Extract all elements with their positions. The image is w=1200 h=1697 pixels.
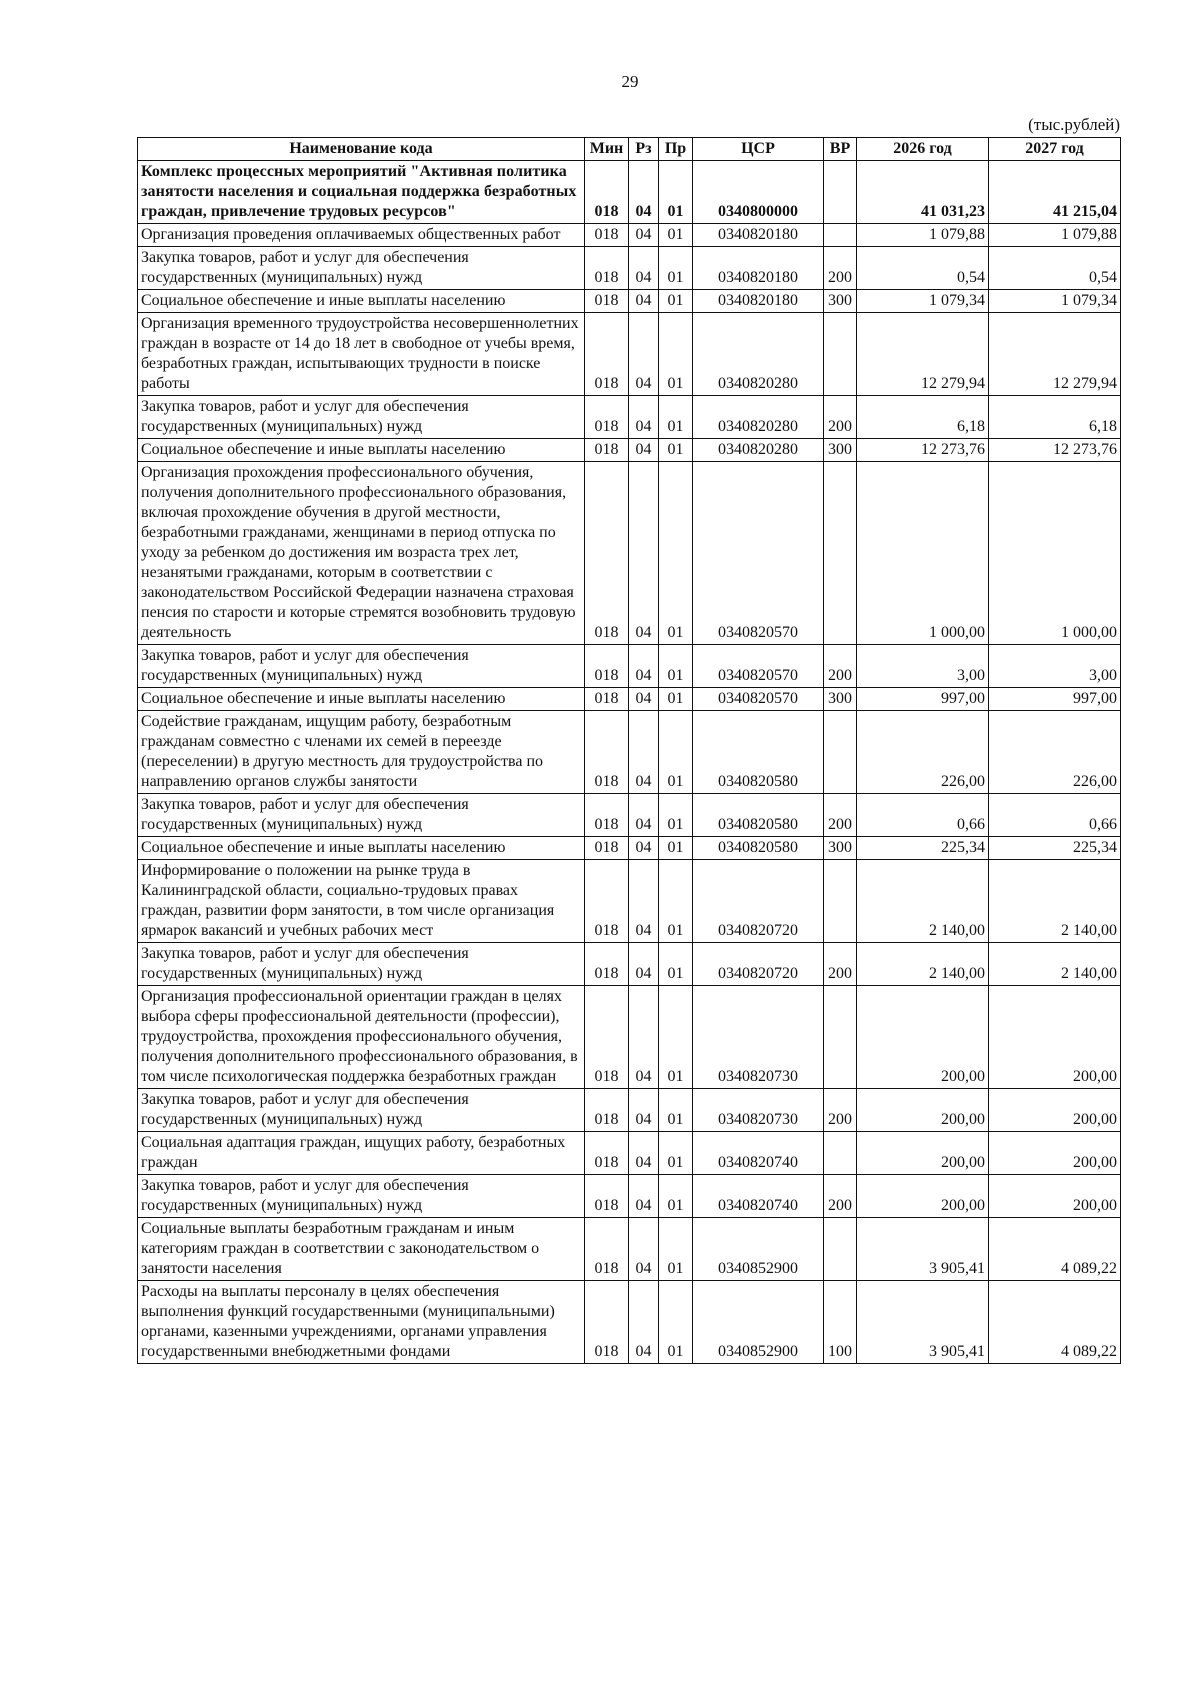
cell-name: Закупка товаров, работ и услуг для обеспечения государственных (муниципальных) нужд: [138, 1089, 585, 1132]
cell-min: 018: [585, 1089, 629, 1132]
cell-min: 018: [585, 837, 629, 860]
table-row: [138, 1175, 1121, 1218]
cell-pr: 01: [659, 943, 693, 986]
cell-2026: 41 031,23: [857, 161, 989, 224]
cell-name: Закупка товаров, работ и услуг для обеспечения государственных (муниципальных) нужд: [138, 1175, 585, 1218]
cell-vr: [824, 986, 857, 1089]
cell-pr: 01: [659, 688, 693, 711]
table-row: [138, 247, 1121, 290]
table-row: [138, 224, 1121, 247]
cell-name: Социальное обеспечение и иные выплаты населению: [138, 290, 585, 313]
cell-vr: 300: [824, 439, 857, 462]
header-2026: 2026 год: [857, 138, 989, 161]
cell-name: Расходы на выплаты персоналу в целях обеспечения выполнения функций государственными (муниципальными) органами, казенными учреждениями, органами управления государственными внебюджетными фондами: [138, 1281, 585, 1364]
header-rz: Рз: [629, 138, 659, 161]
cell-pr: 01: [659, 1132, 693, 1175]
cell-csr: 0340820580: [693, 794, 824, 837]
cell-pr: 01: [659, 313, 693, 396]
cell-rz: 04: [629, 1089, 659, 1132]
table-row: [138, 943, 1121, 986]
table-row: [138, 1281, 1121, 1364]
cell-rz: 04: [629, 688, 659, 711]
cell-2026: 6,18: [857, 396, 989, 439]
cell-vr: 300: [824, 290, 857, 313]
cell-2027: 6,18: [989, 396, 1121, 439]
cell-name: Организация прохождения профессионального обучения, получения дополнительного профессионального образования, включая прохождение обучения в другой местности, безработными гражданами, женщинами в период отпуска по уходу за ребенком до достижения им возраста трех лет, незанятыми гражданами, которым в соответствии с законодательством Российской Федерации назначена страховая пенсия по старости и которые стремятся возобновить трудовую деятельность: [138, 462, 585, 645]
cell-name: Социальные выплаты безработным гражданам и иным категориям граждан в соответствии с законодательством о занятости населения: [138, 1218, 585, 1281]
table-row: [138, 439, 1121, 462]
header-pr: Пр: [659, 138, 693, 161]
cell-min: 018: [585, 1175, 629, 1218]
cell-name: Закупка товаров, работ и услуг для обеспечения государственных (муниципальных) нужд: [138, 943, 585, 986]
cell-2026: 2 140,00: [857, 860, 989, 943]
cell-2027: 41 215,04: [989, 161, 1121, 224]
cell-csr: 0340820570: [693, 462, 824, 645]
budget-table: [137, 137, 1121, 1364]
cell-min: 018: [585, 943, 629, 986]
cell-min: 018: [585, 986, 629, 1089]
cell-2027: 1 079,34: [989, 290, 1121, 313]
cell-name: Комплекс процессных мероприятий "Активная политика занятости населения и социальная поддержка безработных граждан, привлечение трудовых ресурсов": [138, 161, 585, 224]
cell-csr: 0340820280: [693, 313, 824, 396]
cell-pr: 01: [659, 439, 693, 462]
cell-min: 018: [585, 794, 629, 837]
table-row: [138, 396, 1121, 439]
cell-vr: [824, 860, 857, 943]
table-row: [138, 794, 1121, 837]
cell-vr: [824, 313, 857, 396]
cell-vr: [824, 224, 857, 247]
cell-2027: 225,34: [989, 837, 1121, 860]
cell-pr: 01: [659, 224, 693, 247]
cell-2027: 200,00: [989, 1132, 1121, 1175]
cell-csr: 0340820720: [693, 860, 824, 943]
cell-2027: 997,00: [989, 688, 1121, 711]
cell-csr: 0340820570: [693, 645, 824, 688]
cell-min: 018: [585, 313, 629, 396]
cell-2027: 12 279,94: [989, 313, 1121, 396]
cell-rz: 04: [629, 439, 659, 462]
cell-rz: 04: [629, 161, 659, 224]
table-row: [138, 1218, 1121, 1281]
cell-2027: 1 000,00: [989, 462, 1121, 645]
page-number: 29: [621, 72, 639, 91]
cell-vr: [824, 1132, 857, 1175]
cell-min: 018: [585, 645, 629, 688]
cell-pr: 01: [659, 462, 693, 645]
cell-vr: 200: [824, 645, 857, 688]
table-row: [138, 462, 1121, 645]
cell-name: Социальное обеспечение и иные выплаты населению: [138, 688, 585, 711]
cell-rz: 04: [629, 711, 659, 794]
table-row: [138, 645, 1121, 688]
cell-name: Информирование о положении на рынке труда в Калининградской области, социально-трудовых правах граждан, развитии форм занятости, в том числе организация ярмарок вакансий и учебных рабочих мест: [138, 860, 585, 943]
header-name: Наименование кода: [138, 138, 585, 161]
cell-csr: 0340820180: [693, 290, 824, 313]
cell-vr: 200: [824, 247, 857, 290]
cell-2026: 12 273,76: [857, 439, 989, 462]
table-row: [138, 860, 1121, 943]
cell-vr: 200: [824, 1175, 857, 1218]
cell-csr: 0340820580: [693, 711, 824, 794]
cell-2026: 1 079,34: [857, 290, 989, 313]
cell-min: 018: [585, 290, 629, 313]
cell-pr: 01: [659, 986, 693, 1089]
cell-2026: 200,00: [857, 1089, 989, 1132]
cell-rz: 04: [629, 224, 659, 247]
cell-vr: 200: [824, 943, 857, 986]
cell-min: 018: [585, 161, 629, 224]
cell-min: 018: [585, 1281, 629, 1364]
cell-min: 018: [585, 462, 629, 645]
cell-rz: 04: [629, 462, 659, 645]
cell-2027: 226,00: [989, 711, 1121, 794]
cell-2026: 3 905,41: [857, 1218, 989, 1281]
cell-csr: 0340820730: [693, 1089, 824, 1132]
cell-2026: 200,00: [857, 1132, 989, 1175]
cell-name: Социальное обеспечение и иные выплаты населению: [138, 439, 585, 462]
table-row: [138, 986, 1121, 1089]
cell-csr: 0340820180: [693, 224, 824, 247]
cell-pr: 01: [659, 161, 693, 224]
cell-vr: 300: [824, 837, 857, 860]
cell-csr: 0340820570: [693, 688, 824, 711]
cell-name: Социальная адаптация граждан, ищущих работу, безработных граждан: [138, 1132, 585, 1175]
cell-min: 018: [585, 1132, 629, 1175]
cell-name: Закупка товаров, работ и услуг для обеспечения государственных (муниципальных) нужд: [138, 396, 585, 439]
cell-pr: 01: [659, 711, 693, 794]
cell-2026: 226,00: [857, 711, 989, 794]
cell-pr: 01: [659, 1281, 693, 1364]
cell-csr: 0340820280: [693, 439, 824, 462]
cell-2026: 200,00: [857, 986, 989, 1089]
cell-rz: 04: [629, 290, 659, 313]
cell-vr: 200: [824, 794, 857, 837]
cell-2026: 997,00: [857, 688, 989, 711]
cell-pr: 01: [659, 290, 693, 313]
cell-rz: 04: [629, 645, 659, 688]
cell-rz: 04: [629, 837, 659, 860]
cell-vr: [824, 711, 857, 794]
cell-2027: 200,00: [989, 986, 1121, 1089]
cell-min: 018: [585, 439, 629, 462]
cell-csr: 0340800000: [693, 161, 824, 224]
table-row: [138, 161, 1121, 224]
header-vr: ВР: [824, 138, 857, 161]
cell-2027: 2 140,00: [989, 943, 1121, 986]
header-min: Мин: [585, 138, 629, 161]
cell-csr: 0340820740: [693, 1175, 824, 1218]
cell-rz: 04: [629, 247, 659, 290]
cell-rz: 04: [629, 986, 659, 1089]
cell-name: Организация временного трудоустройства несовершеннолетних граждан в возрасте от 14 до 18 лет в свободное от учебы время, безработных граждан, испытывающих трудности в поиске работы: [138, 313, 585, 396]
cell-vr: 300: [824, 688, 857, 711]
cell-pr: 01: [659, 1089, 693, 1132]
cell-min: 018: [585, 860, 629, 943]
cell-2026: 0,54: [857, 247, 989, 290]
cell-csr: 0340852900: [693, 1218, 824, 1281]
cell-name: Организация профессиональной ориентации граждан в целях выбора сферы профессиональной деятельности (профессии), трудоустройства, прохождения профессионального обучения, получения дополнительного профессионального образования, в том числе психологическая поддержка безработных граждан: [138, 986, 585, 1089]
cell-csr: 0340820280: [693, 396, 824, 439]
cell-csr: 0340852900: [693, 1281, 824, 1364]
table-row: [138, 290, 1121, 313]
table-row: [138, 313, 1121, 396]
cell-vr: 100: [824, 1281, 857, 1364]
cell-vr: [824, 462, 857, 645]
cell-2026: 0,66: [857, 794, 989, 837]
cell-min: 018: [585, 711, 629, 794]
table-row: [138, 837, 1121, 860]
cell-csr: 0340820740: [693, 1132, 824, 1175]
cell-2027: 12 273,76: [989, 439, 1121, 462]
table-row: [138, 1132, 1121, 1175]
cell-vr: [824, 1218, 857, 1281]
cell-2027: 4 089,22: [989, 1281, 1121, 1364]
header-csr: ЦСР: [693, 138, 824, 161]
cell-rz: 04: [629, 943, 659, 986]
cell-min: 018: [585, 688, 629, 711]
cell-min: 018: [585, 247, 629, 290]
cell-name: Социальное обеспечение и иные выплаты населению: [138, 837, 585, 860]
cell-vr: 200: [824, 1089, 857, 1132]
cell-2026: 2 140,00: [857, 943, 989, 986]
cell-rz: 04: [629, 313, 659, 396]
cell-2027: 0,54: [989, 247, 1121, 290]
cell-csr: 0340820720: [693, 943, 824, 986]
header-row: [138, 138, 1121, 161]
cell-2026: 1 000,00: [857, 462, 989, 645]
cell-min: 018: [585, 224, 629, 247]
cell-rz: 04: [629, 1281, 659, 1364]
cell-2027: 2 140,00: [989, 860, 1121, 943]
cell-csr: 0340820730: [693, 986, 824, 1089]
cell-2027: 200,00: [989, 1089, 1121, 1132]
cell-2027: 1 079,88: [989, 224, 1121, 247]
cell-2026: 12 279,94: [857, 313, 989, 396]
cell-name: Закупка товаров, работ и услуг для обеспечения государственных (муниципальных) нужд: [138, 247, 585, 290]
header-2027: 2027 год: [989, 138, 1121, 161]
cell-rz: 04: [629, 396, 659, 439]
cell-csr: 0340820580: [693, 837, 824, 860]
cell-vr: 200: [824, 396, 857, 439]
cell-rz: 04: [629, 794, 659, 837]
cell-pr: 01: [659, 1175, 693, 1218]
table-body: [138, 161, 1121, 1364]
cell-2026: 1 079,88: [857, 224, 989, 247]
cell-min: 018: [585, 396, 629, 439]
cell-pr: 01: [659, 860, 693, 943]
cell-2026: 3,00: [857, 645, 989, 688]
table-row: [138, 688, 1121, 711]
table-row: [138, 711, 1121, 794]
cell-csr: 0340820180: [693, 247, 824, 290]
cell-name: Содействие гражданам, ищущим работу, безработным гражданам совместно с членами их семей в переезде (переселении) в другую местность для трудоустройства по направлению органов службы занятости: [138, 711, 585, 794]
cell-min: 018: [585, 1218, 629, 1281]
cell-2026: 225,34: [857, 837, 989, 860]
cell-rz: 04: [629, 860, 659, 943]
cell-name: Закупка товаров, работ и услуг для обеспечения государственных (муниципальных) нужд: [138, 794, 585, 837]
cell-2027: 200,00: [989, 1175, 1121, 1218]
cell-2026: 200,00: [857, 1175, 989, 1218]
cell-rz: 04: [629, 1132, 659, 1175]
cell-pr: 01: [659, 247, 693, 290]
cell-2026: 3 905,41: [857, 1281, 989, 1364]
cell-pr: 01: [659, 645, 693, 688]
cell-pr: 01: [659, 837, 693, 860]
cell-2027: 3,00: [989, 645, 1121, 688]
cell-pr: 01: [659, 1218, 693, 1281]
cell-pr: 01: [659, 396, 693, 439]
table-row: [138, 1089, 1121, 1132]
cell-name: Закупка товаров, работ и услуг для обеспечения государственных (муниципальных) нужд: [138, 645, 585, 688]
cell-2027: 0,66: [989, 794, 1121, 837]
cell-rz: 04: [629, 1218, 659, 1281]
cell-rz: 04: [629, 1175, 659, 1218]
cell-2027: 4 089,22: [989, 1218, 1121, 1281]
units-label: (тыс.рублей): [1028, 115, 1120, 134]
cell-pr: 01: [659, 794, 693, 837]
cell-vr: [824, 161, 857, 224]
cell-name: Организация проведения оплачиваемых общественных работ: [138, 224, 585, 247]
